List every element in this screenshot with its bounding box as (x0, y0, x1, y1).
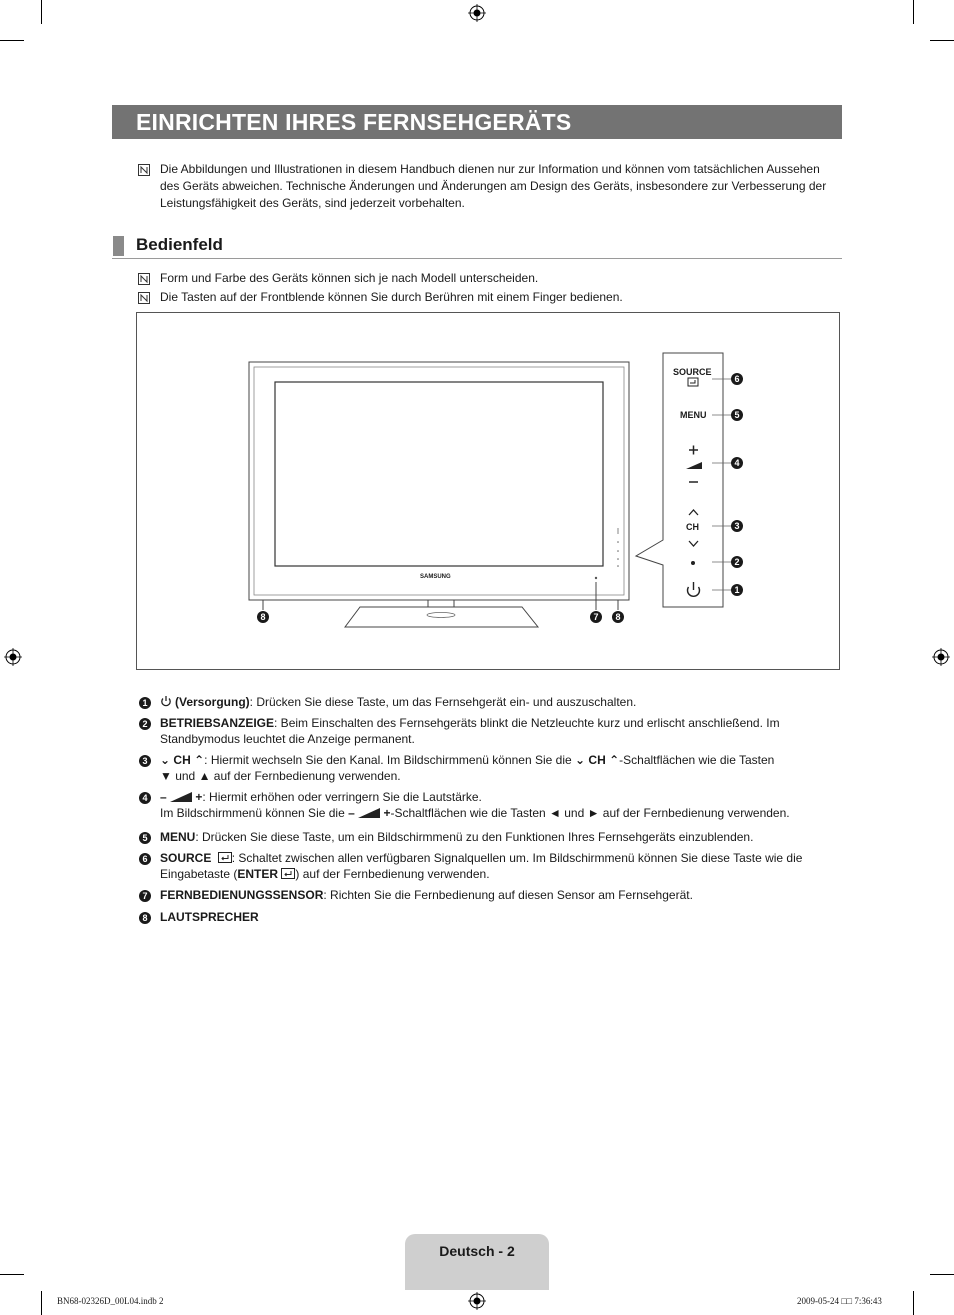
callout-badge: 7 (590, 611, 602, 623)
note-icon (138, 164, 150, 176)
callout-badge: 6 (731, 373, 743, 385)
registration-mark-icon (468, 4, 486, 22)
crop-mark (930, 1274, 954, 1275)
intro-note: Die Abbildungen und Illustrationen in diesem Handbuch dienen nur zur Information und können vom tatsächlichen Aussehen des Geräts abweichen. Technische Änderungen und Änderungen am Design des Geräts, insbesondere zur Verbesserung der Leistungsfähigkeit des Geräts, sind jederzeit vorbehalten. (160, 162, 827, 210)
callout-badge: 1 (731, 584, 743, 596)
channel-button-label: CH (686, 522, 699, 532)
minus-icon: – (348, 806, 355, 820)
enter-icon (281, 868, 295, 879)
menu-button-label: MENU (680, 410, 707, 420)
plus-icon: + (383, 806, 391, 820)
minus-icon: – (160, 790, 167, 804)
item-volume: – +: Hiermit erhöhen oder verringern Sie die Lautstärke. Im Bildschirmmenü können Sie die – +-Schaltflächen wie die Tasten ◄ und ► auf der Fernbedienung verwenden. (160, 790, 790, 820)
section-note-1: Form und Farbe des Geräts können sich je nach Modell unterscheiden. (160, 271, 539, 285)
crop-mark (913, 1291, 914, 1315)
item-badge: 5 (139, 832, 151, 844)
item-badge: 3 (139, 755, 151, 767)
page-title-bar (112, 105, 842, 139)
plus-icon: + (195, 790, 203, 804)
item-badge: 1 (139, 697, 151, 709)
page-title: EINRICHTEN IHRES FERNSEHGERÄTS (136, 109, 572, 135)
enter-icon (218, 852, 232, 863)
crop-mark (930, 40, 954, 41)
item-badge: 7 (139, 890, 151, 902)
source-button-label: SOURCE (673, 367, 712, 377)
item-remote-sensor: FERNBEDIENUNGSSENSOR: Richten Sie die Fernbedienung auf diesen Sensor am Fernsehgerät. (160, 888, 693, 902)
crop-mark (41, 1291, 42, 1315)
chevron-up-icon: ⌃ (609, 753, 620, 767)
volume-icon (170, 792, 192, 802)
crop-mark (41, 0, 42, 24)
power-icon (160, 695, 172, 707)
item-power-indicator: BETRIEBSANZEIGE: Beim Einschalten des Fernsehgeräts blinkt die Netzleuchte kurz und erlischt anschließend. Im Standbymodus leuchtet die Anzeige permanent. (160, 716, 780, 746)
print-slug-right: 2009-05-24 □□ 7:36:43 (797, 1296, 882, 1306)
crop-mark (0, 40, 24, 41)
crop-mark (0, 1274, 24, 1275)
section-marker (113, 236, 124, 256)
item-badge: 6 (139, 853, 151, 865)
callout-badge: 8 (612, 611, 624, 623)
section-divider (112, 258, 842, 259)
callout-badge: 2 (731, 556, 743, 568)
volume-icon (358, 808, 380, 818)
item-badge: 2 (139, 718, 151, 730)
chevron-up-icon: ⌃ (194, 753, 205, 767)
callout-badge: 8 (257, 611, 269, 623)
note-icon (138, 273, 150, 285)
chevron-down-icon: ⌄ (160, 753, 171, 767)
callout-badge: 5 (731, 409, 743, 421)
item-source: SOURCE : Schaltet zwischen allen verfügbaren Signalquellen um. Im Bildschirmmenü können Sie diese Taste wie die Eingabetaste (ENTER ) auf der Fernbedienung verwenden. (160, 851, 803, 881)
callout-badge: 3 (731, 520, 743, 532)
callout-badge: 4 (731, 457, 743, 469)
item-menu: MENU: Drücken Sie diese Taste, um ein Bildschirmmenü zu den Funktionen Ihres Fernsehgeräts einzublenden. (160, 830, 754, 844)
registration-mark-icon (4, 648, 22, 666)
item-speaker: LAUTSPRECHER (160, 910, 259, 924)
page-number: Deutsch - 2 (439, 1243, 515, 1259)
item-badge: 4 (139, 792, 151, 804)
section-note-2: Die Tasten auf der Frontblende können Sie durch Berühren mit einem Finger bedienen. (160, 290, 623, 304)
tv-illustration (137, 313, 839, 669)
chevron-down-icon: ⌄ (575, 753, 586, 767)
item-power: (Versorgung): Drücken Sie diese Taste, um das Fernsehgerät ein- und auszuschalten. (160, 694, 840, 710)
registration-mark-icon (468, 1292, 486, 1310)
brand-logo: SAMSUNG (420, 574, 451, 580)
section-title: Bedienfeld (136, 235, 223, 254)
crop-mark (913, 0, 914, 24)
item-channel: ⌄ CH ⌃: Hiermit wechseln Sie den Kanal. Im Bildschirmmenü können Sie die ⌄ CH ⌃-Schaltflächen wie die Tasten ▼ und ▲ auf der Fernbedienung verwenden. (160, 753, 775, 783)
print-slug-left: BN68-02326D_00L04.indb 2 (57, 1296, 164, 1306)
item-badge: 8 (139, 912, 151, 924)
page-number-tab (405, 1234, 549, 1290)
registration-mark-icon (932, 648, 950, 666)
note-icon (138, 292, 150, 304)
